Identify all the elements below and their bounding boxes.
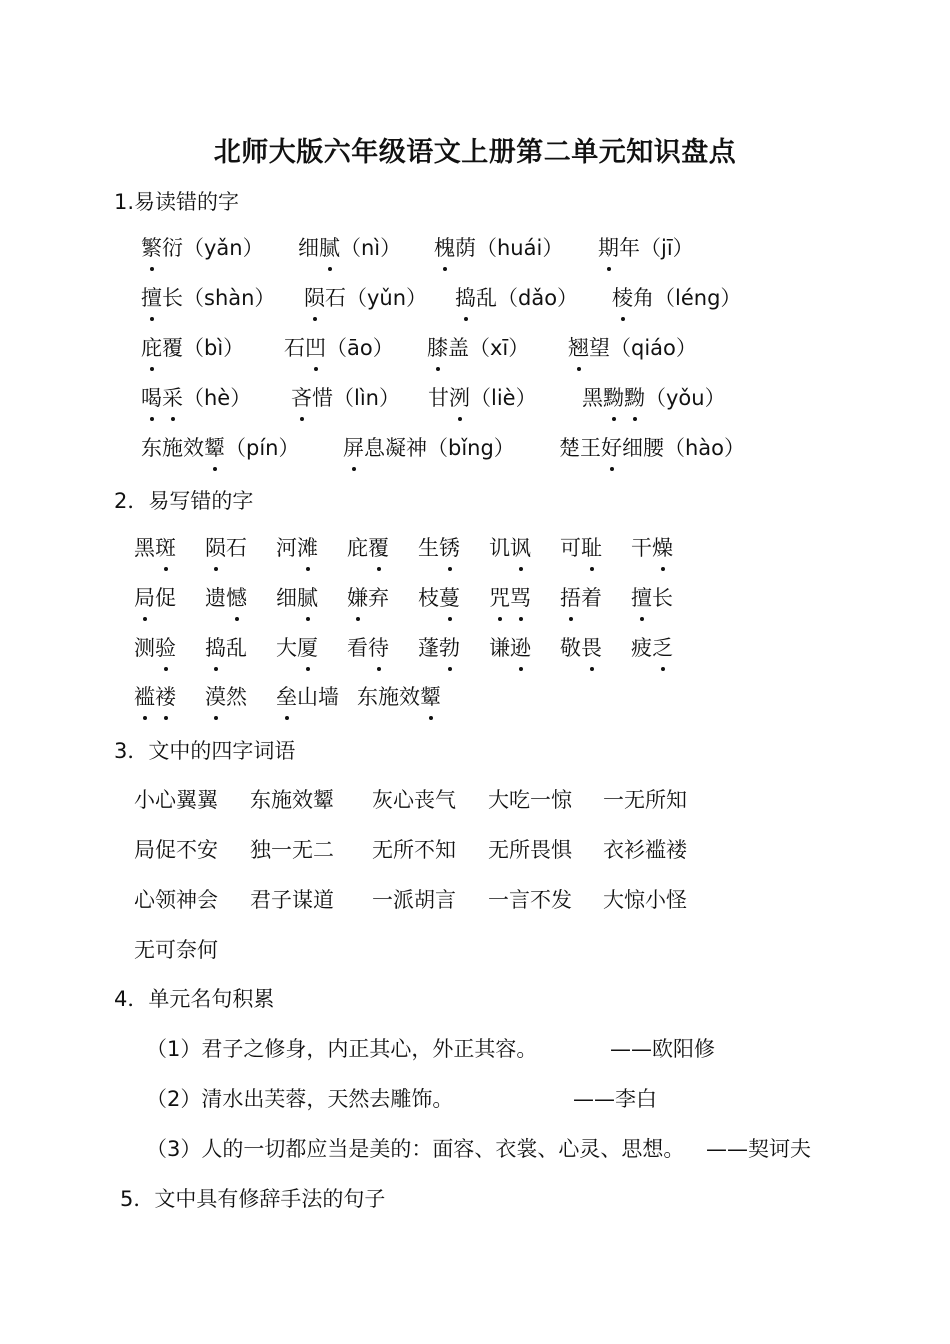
word: 谦逊 — [489, 636, 531, 660]
reading-item — [141, 382, 251, 412]
pinyin: （dǎo） — [497, 286, 579, 310]
pinyin: （yǔn） — [346, 286, 428, 310]
word: 期年 — [598, 236, 640, 260]
word: 屏息凝神 — [343, 436, 427, 460]
page-title: 北师大版六年级语文上册第二单元知识盘点 — [213, 137, 737, 168]
writing-item — [418, 582, 460, 612]
pinyin: （pín） — [225, 436, 300, 460]
word: 繁衍 — [141, 236, 183, 260]
reading-item — [455, 282, 578, 312]
reading-item — [568, 332, 697, 362]
idiom-item: 一言不发 — [488, 888, 572, 912]
writing-item — [418, 532, 460, 562]
pinyin: （yǎn） — [183, 236, 264, 260]
word: 细腻 — [276, 586, 318, 610]
writing-item — [560, 532, 602, 562]
pinyin: （lìn） — [333, 386, 400, 410]
word: 东施效颦 — [141, 436, 225, 460]
idiom-item: 一无所知 — [603, 788, 687, 812]
section4-heading: 4．单元名句积累 — [114, 987, 275, 1011]
word: 漠然 — [205, 685, 247, 709]
word: 东施效颦 — [357, 685, 441, 709]
quote-1-text: （1）君子之修身，内正其心，外正其容。 — [146, 1037, 538, 1061]
writing-item — [357, 681, 441, 711]
word: 捂着 — [560, 586, 602, 610]
word: 枝蔓 — [418, 586, 460, 610]
reading-item — [284, 332, 394, 362]
idiom-item: 大吃一惊 — [488, 788, 572, 812]
word: 嫌弃 — [347, 586, 389, 610]
section2-heading: 2．易写错的字 — [114, 489, 254, 513]
word: 擅长 — [141, 286, 183, 310]
word: 干燥 — [631, 536, 673, 560]
word: 黑黝黝 — [582, 386, 645, 410]
reading-item — [428, 382, 537, 412]
pinyin: （bǐng） — [427, 436, 515, 460]
reading-item — [582, 382, 726, 412]
idiom-item: 灰心丧气 — [372, 788, 456, 812]
idiom-item: 心领神会 — [134, 888, 218, 912]
idiom-item: 一派胡言 — [372, 888, 456, 912]
pinyin: （yǒu） — [645, 386, 726, 410]
writing-item — [631, 582, 673, 612]
word: 膝盖 — [427, 336, 469, 360]
word: 讥讽 — [489, 536, 531, 560]
reading-item — [343, 432, 515, 462]
pinyin: （liè） — [470, 386, 537, 410]
writing-item — [205, 681, 247, 711]
word: 庇覆 — [347, 536, 389, 560]
writing-item — [276, 681, 339, 711]
writing-item — [205, 632, 247, 662]
writing-item — [134, 582, 176, 612]
idiom-item: 君子谋道 — [250, 888, 334, 912]
word: 细腻 — [298, 236, 340, 260]
quote-3-author: ——契诃夫 — [706, 1137, 811, 1161]
word: 生锈 — [418, 536, 460, 560]
word: 翘望 — [568, 336, 610, 360]
writing-item — [489, 532, 531, 562]
idiom-item: 衣衫褴褛 — [603, 838, 687, 862]
word: 敬畏 — [560, 636, 602, 660]
pinyin: （āo） — [326, 336, 394, 360]
word: 褴褛 — [134, 685, 176, 709]
word: 庇覆 — [141, 336, 183, 360]
section1-heading: 1.易读错的字 — [114, 190, 240, 214]
writing-item — [489, 632, 531, 662]
writing-item — [205, 532, 247, 562]
word: 河滩 — [276, 536, 318, 560]
word: 疲乏 — [631, 636, 673, 660]
writing-item — [418, 632, 460, 662]
pinyin: （nì） — [340, 236, 402, 260]
pinyin: （huái） — [476, 236, 564, 260]
pinyin: （qiáo） — [610, 336, 697, 360]
writing-item — [489, 582, 531, 612]
writing-item — [631, 632, 673, 662]
idiom-item: 无所不知 — [372, 838, 456, 862]
reading-item — [298, 232, 401, 262]
word: 蓬勃 — [418, 636, 460, 660]
word: 局促 — [134, 586, 176, 610]
writing-item — [134, 632, 176, 662]
word: 吝惜 — [291, 386, 333, 410]
idiom-item: 独一无二 — [250, 838, 334, 862]
pinyin: （hào） — [664, 436, 746, 460]
word: 喝采 — [141, 386, 183, 410]
reading-item — [141, 282, 275, 312]
reading-item — [427, 332, 529, 362]
quote-2-text: （2）清水出芙蓉，天然去雕饰。 — [146, 1087, 454, 1111]
writing-item — [205, 582, 247, 612]
writing-item — [276, 582, 318, 612]
writing-item — [347, 582, 389, 612]
reading-item — [598, 232, 694, 262]
writing-item — [347, 632, 389, 662]
idiom-item: 大惊小怪 — [603, 888, 687, 912]
word: 测验 — [134, 636, 176, 660]
idiom-item: 局促不安 — [134, 838, 218, 862]
word: 陨石 — [304, 286, 346, 310]
quote-2-author: ——李白 — [573, 1087, 657, 1111]
reading-item — [304, 282, 427, 312]
writing-item — [276, 532, 318, 562]
pinyin: （léng） — [654, 286, 742, 310]
word: 棱角 — [612, 286, 654, 310]
word: 楚王好细腰 — [559, 436, 664, 460]
idiom-item: 无可奈何 — [134, 938, 218, 962]
word: 看待 — [347, 636, 389, 660]
word: 黑斑 — [134, 536, 176, 560]
word: 可耻 — [560, 536, 602, 560]
section5-heading: 5．文中具有修辞手法的句子 — [120, 1187, 386, 1211]
reading-item — [141, 432, 299, 462]
writing-item — [134, 681, 176, 711]
idiom-item: 小心翼翼 — [134, 788, 218, 812]
writing-item — [560, 632, 602, 662]
quote-3-text: （3）人的一切都应当是美的：面容、衣裳、心灵、思想。 — [146, 1137, 685, 1161]
writing-item — [560, 582, 602, 612]
writing-item — [134, 532, 176, 562]
word: 遗憾 — [205, 586, 247, 610]
writing-item — [347, 532, 389, 562]
reading-item — [434, 232, 563, 262]
pinyin: （hè） — [183, 386, 252, 410]
pinyin: （bì） — [183, 336, 245, 360]
word: 陨石 — [205, 536, 247, 560]
word: 捣乱 — [205, 636, 247, 660]
word: 咒骂 — [489, 586, 531, 610]
word: 石凹 — [284, 336, 326, 360]
reading-item — [291, 382, 400, 412]
reading-item — [141, 232, 264, 262]
writing-item — [276, 632, 318, 662]
writing-item — [631, 532, 673, 562]
reading-item — [612, 282, 741, 312]
quote-1-author: ——欧阳修 — [610, 1037, 715, 1061]
pinyin: （jī） — [640, 236, 694, 260]
idiom-item: 东施效颦 — [250, 788, 334, 812]
idiom-item: 无所畏惧 — [488, 838, 572, 862]
word: 垒山墙 — [276, 685, 339, 709]
pinyin: （xī） — [469, 336, 530, 360]
reading-item — [141, 332, 244, 362]
word: 擅长 — [631, 586, 673, 610]
word: 槐荫 — [434, 236, 476, 260]
word: 大厦 — [276, 636, 318, 660]
word: 捣乱 — [455, 286, 497, 310]
section3-heading: 3．文中的四字词语 — [114, 739, 296, 763]
pinyin: （shàn） — [183, 286, 276, 310]
word: 甘洌 — [428, 386, 470, 410]
reading-item — [559, 432, 745, 462]
